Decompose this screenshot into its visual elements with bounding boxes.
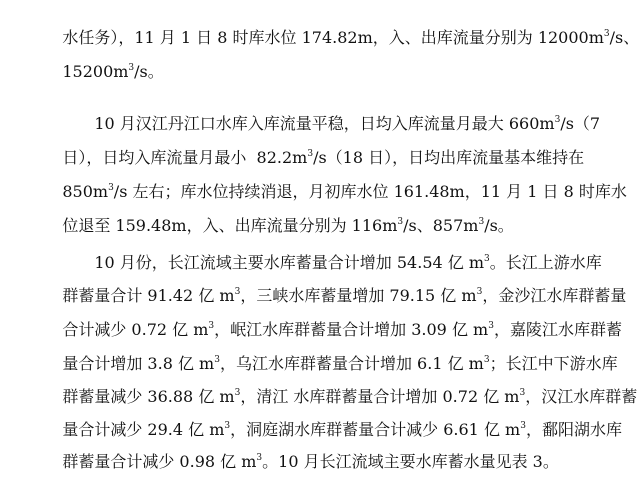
superscript: 3 xyxy=(554,114,561,125)
superscript: 3 xyxy=(603,28,610,39)
superscript: 3 xyxy=(208,320,215,331)
superscript: 3 xyxy=(108,182,114,193)
paragraph-3-line-7 xyxy=(42,432,559,492)
text-run: ，清江 水库群蓄量合计增加 0.72 亿 m xyxy=(240,387,520,406)
text-run: /s 左右；库水位持续消退，月初库水位 161.48m，11 月 1 日 8 时库水 xyxy=(113,182,627,201)
superscript: 3 xyxy=(488,320,494,331)
text-run: ，金沙江水库群蓄量 xyxy=(482,286,627,305)
paragraph-1-line-2 xyxy=(42,42,164,102)
text-run: /s、857m xyxy=(403,216,479,235)
text-run: ，乌江水库群蓄量合计增加 6.1 亿 m xyxy=(219,354,484,373)
superscript: 3 xyxy=(214,354,220,365)
text-run: 日），日均入库流量月最小 82.2m xyxy=(62,148,308,167)
text-run: /s。 xyxy=(484,216,514,235)
text-run: ，鄱阳湖水库 xyxy=(525,420,622,439)
superscript: 3 xyxy=(224,420,231,431)
text-run: ；长江中下游水库 xyxy=(489,354,618,373)
text-run: ，洞庭湖水库群蓄量合计减少 6.61 亿 m xyxy=(230,420,521,439)
text-run: 群蓄量合计 91.42 亿 m xyxy=(62,286,235,305)
superscript: 3 xyxy=(234,286,241,297)
text-run: 850m xyxy=(62,182,109,201)
text-run: 群蓄量合计减少 0.98 亿 m xyxy=(62,452,257,471)
text-run: 15200m xyxy=(62,62,129,81)
text-run: ，嘉陵江水库群蓄 xyxy=(493,320,622,339)
superscript: 3 xyxy=(519,387,526,398)
text-run: /s。 xyxy=(134,62,164,81)
text-run: ，汉江水库群蓄 xyxy=(525,387,638,406)
superscript: 3 xyxy=(520,420,526,431)
text-run: 。10 月长江流域主要水库蓄水量见表 3。 xyxy=(262,452,559,471)
text-run: 合计减少 0.72 亿 m xyxy=(62,320,209,339)
text-run: /s（18 日），日均出库流量基本维持在 xyxy=(313,148,585,167)
superscript: 3 xyxy=(478,216,485,227)
text-run: ，岷江水库群蓄量合计增加 3.09 亿 m xyxy=(214,320,489,339)
text-run: /s、 xyxy=(609,28,639,47)
text-run: /s（7 xyxy=(560,114,601,133)
text-run: ，三峡水库蓄量增加 79.15 亿 m xyxy=(240,286,477,305)
superscript: 3 xyxy=(483,354,490,365)
superscript: 3 xyxy=(476,286,483,297)
text-run: 。长江上游水库 xyxy=(489,253,602,272)
superscript: 3 xyxy=(484,253,490,264)
text-run: 10 月份，长江流域主要水库蓄量合计增加 54.54 亿 m xyxy=(62,253,485,272)
superscript: 3 xyxy=(128,62,135,73)
text-run: 量合计增加 3.8 亿 m xyxy=(62,354,215,373)
superscript: 3 xyxy=(256,452,263,463)
text-run: 水任务），11 月 1 日 8 时库水位 174.82m，入、出库流量分别为 12000m xyxy=(62,28,604,47)
text-run: 位退至 159.48m，入、出库流量分别为 116m xyxy=(62,216,398,235)
superscript: 3 xyxy=(397,216,404,227)
superscript: 3 xyxy=(234,387,241,398)
superscript: 3 xyxy=(307,148,314,159)
text-run: 10 月汉江丹江口水库入库流量平稳，日均入库流量月最大 660m xyxy=(62,114,555,133)
text-run: 量合计减少 29.4 亿 m xyxy=(62,420,225,439)
text-run: 群蓄量减少 36.88 亿 m xyxy=(62,387,235,406)
